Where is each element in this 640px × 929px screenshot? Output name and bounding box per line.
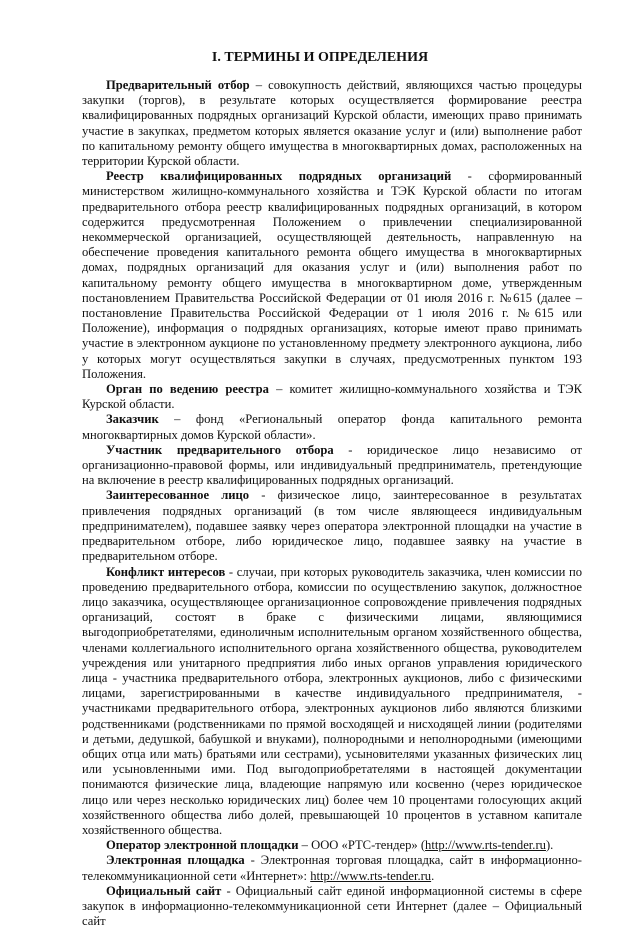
term: Конфликт интересов [106,564,226,579]
definition-text: - сформированный министерством жилищно-коммунального хозяйства и ТЭК Курской области по итогам предварительного отбора реестр квалифицированных подрядных организаций, в котором содержится предусмотренная Положением о привлечении специализированной некоммерческой организацией, осуществляющей деятельность, направленную на обеспечение проведения капитального ремонта общего имущества в многоквартирных домах, подрядных организаций для оказания услуг и (или) выполнения работ по капитальному ремонту общего имущества в многоквартирном доме, утвержденным постановлением Правительства Российской Федерации от 01 июля 2016 г. №615 (далее – постановление Правительства Российской Федерации от 1 июля 2016 г. №615 или Положение), информация о подрядных организациях, которые имеют право принимать участие в электронном аукционе по установленному предмету электронного аукциона, либо у которых могут осуществляться закупки в случаях, предусмотренных пунктом 193 Положения. [82,169,582,381]
term: Предварительный отбор [106,78,250,92]
term: Реестр квалифицированных подрядных организаций [106,169,452,184]
definition-text: – ООО «РТС-тендер» ( [298,838,426,853]
definition-text: – комитет жилищно-коммунального хозяйства и ТЭК Курской области. [82,382,582,412]
section-title: I. ТЕРМИНЫ И ОПРЕДЕЛЕНИЯ [211,50,429,65]
term: Орган по ведению реестра [106,382,269,397]
term: Электронная площадка [106,853,245,868]
term: Заинтересованное лицо [106,488,250,503]
platform-link[interactable]: http://www.rts-tender.ru [310,868,432,883]
definition-text-end: ). [545,838,554,853]
term: Участник предварительного отбора [106,442,334,457]
definitions-body [82,78,582,929]
definition-text: - Официальный сайт единой информационной системы в сфере закупок в информационно-телекоммуникационной сети Интернет (далее – Официальный сайт [82,883,582,929]
definition-platform-operator [82,838,582,853]
definition-text-end: . [431,868,435,883]
definition-text: - случаи, при которых руководитель заказчика, член комиссии по проведению предварительного отбора, комиссии по осуществлению закупок, должностное лицо заказчика, осуществляющее организационное сопровождение привлечения подрядных организаций, состоят в браке с физическими лицами, являющимися выгодоприобретателями, единоличным исполнительным органом хозяйственного общества, членами коллегиального исполнительного органа хозяйственного общества, руководителем учреждения или унитарного предприятия либо иных органов управления юридического лица - участника предварительного отбора, электронных аукционов, либо с физическими лицами, зарегистрированными в качестве индивидуального предпринимателя, - участниками предварительного отбора, электронных аукционов либо являются близкими родственниками (родственниками по прямой восходящей и нисходящей линии (родителями и детьми, дедушкой, бабушкой и внуками), полнородными и неполнородными (имеющими общих отца или мать) братьями или сестрами), усыновителями указанных физических лиц или усыновленными ими. Под выгодоприобретателями в настоящей документации понимаются физические лица, владеющие напрямую или косвенно (через юридическое лицо или через несколько юридических лиц) более чем 10 процентами голосующих акций хозяйственного общества либо долей, превышающей 10 процентов в уставном капитале хозяйственного общества. [82,564,582,837]
term: Оператор электронной площадки [106,838,299,853]
definition-text: - юридическое лицо независимо от организационно-правовой формы, или индивидуальный предприниматель, претендующие на включение в реестр квалифицированных подрядных организаций. [82,442,582,488]
term: Официальный сайт [106,883,222,898]
term: Заказчик [106,412,159,427]
definition-electronic-platform [82,853,582,883]
definition-conflict-of-interest [82,565,582,839]
definition-text: - физическое лицо, заинтересованное в результатах привлечения подрядных организаций (в том числе являющееся индивидуальным предпринимателем), подавшее заявку через оператора электронной площадки на участие в предварительном отборе, либо юридическое лицо, подавшее заявку на участие в предварительном отборе. [82,488,582,564]
definition-text: - Электронная торговая площадка, сайт в информационно-телекоммуникационной сети «Интернет»: [82,853,582,883]
definition-preliminary-selection [82,78,582,169]
definition-text: – совокупность действий, являющихся частью процедуры закупки (торгов), в результате которых осуществляется формирование реестра квалифицированных подрядных организаций Курской области, имеющих право принимать участие в закупках, предметом которых является оказание услуг и (или) выполнение работ по капитальному ремонту общего имущества в многоквартирных домах, расположенных на территории Курской области. [82,78,582,169]
definition-customer [82,412,582,442]
definition-registry-body [82,382,582,412]
definition-participant [82,443,582,489]
operator-link[interactable]: http://www.rts-tender.ru [425,838,546,853]
definition-interested-party [82,488,582,564]
definition-text: – фонд «Региональный оператор фонда капитального ремонта многоквартирных домов Курской области». [82,412,582,442]
definition-official-site [82,884,582,929]
definition-registry [82,169,582,382]
